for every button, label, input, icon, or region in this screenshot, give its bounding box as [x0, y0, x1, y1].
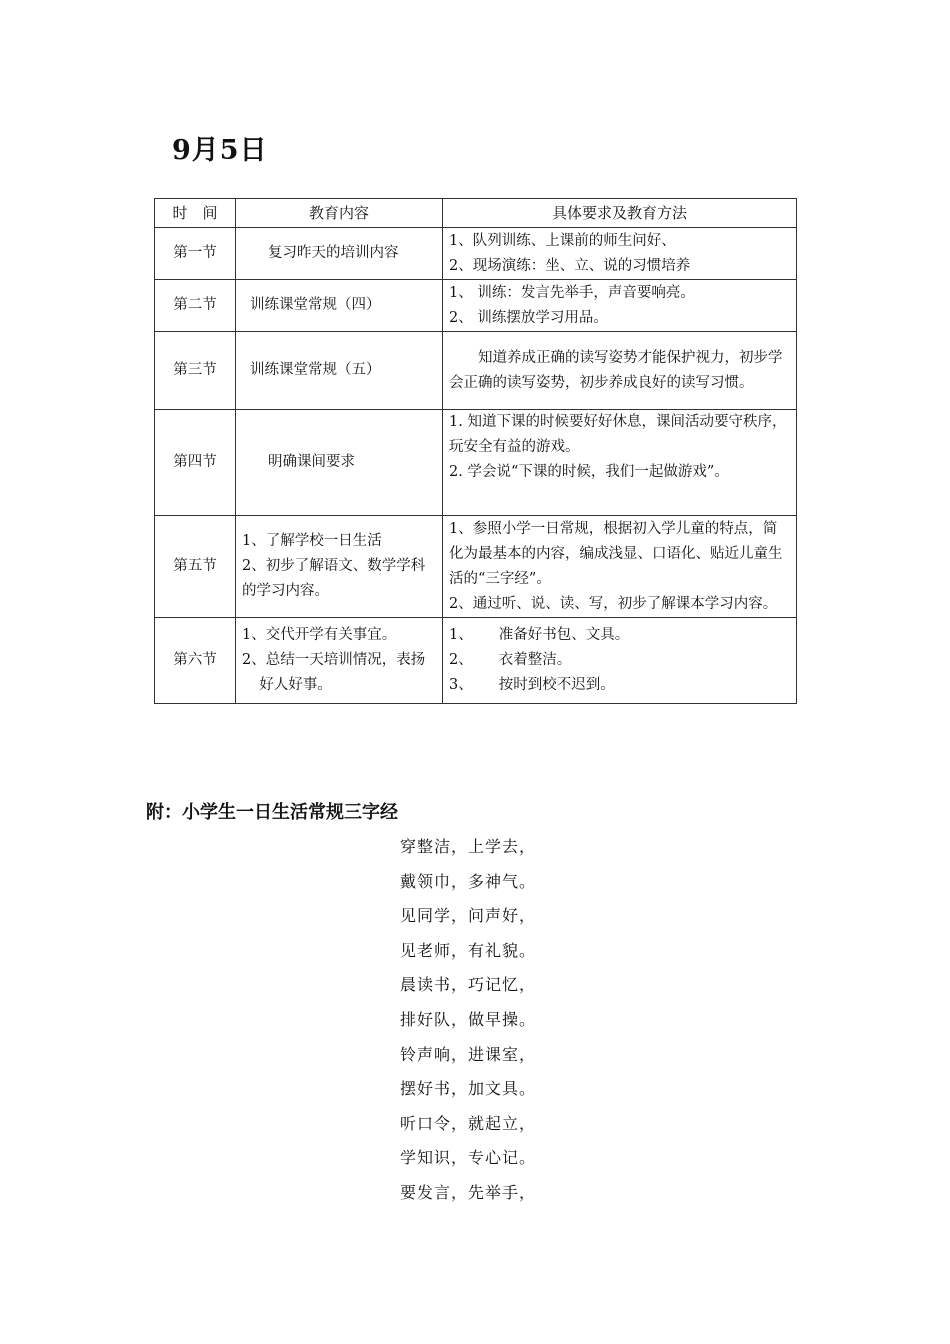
requirement-line [449, 623, 790, 648]
table-header-row [155, 199, 797, 228]
content-cell [236, 516, 443, 618]
content-cell: 训练课堂常规（四） [236, 280, 443, 332]
verse-line: 听口令，就起立， [400, 1113, 537, 1133]
section-label: 第五节 [155, 516, 236, 618]
requirement-text: 衣着整洁。 [498, 652, 572, 668]
verse-line: 铃声响，进课室， [400, 1044, 537, 1064]
verse-line: 排好队，做早操。 [400, 1009, 537, 1029]
table-row [155, 516, 797, 618]
table-row [155, 280, 797, 332]
requirement-line [449, 648, 790, 673]
content-line: 1、交代开学有关事宜。 [242, 627, 397, 643]
requirement-line: 1、队列训练、上课前的师生问好、 [449, 232, 676, 249]
requirement-line: 2、 训练摆放学习用品。 [449, 309, 608, 326]
requirement-number: 1、 [449, 627, 473, 643]
header-time: 时 间 [155, 199, 236, 228]
content-line: 2、初步了解语文、数学学科的学习内容。 [242, 558, 426, 599]
requirement-number: 3、 [449, 677, 473, 693]
verse-line: 要发言，先举手， [400, 1182, 537, 1202]
content-line: 2、总结一天培训情况，表扬好人好事。 [242, 652, 426, 693]
verse-line: 见同学，问声好， [400, 906, 537, 926]
requirements-cell [443, 410, 797, 516]
requirements-cell [443, 516, 797, 618]
header-requirements: 具体要求及教育方法 [443, 199, 797, 228]
requirement-line [449, 673, 790, 698]
requirement-line: 1. 知道下课的时候要好好休息，课间活动要守秩序，玩安全有益的游戏。 [449, 414, 787, 455]
requirement-text: 准备好书包、文具。 [498, 627, 630, 643]
table-row [155, 618, 797, 704]
content-cell: 训练课堂常规（五） [236, 332, 443, 410]
table-row [155, 410, 797, 516]
requirement-line: 2、现场演练：坐、立、说的习惯培养 [449, 257, 691, 274]
appendix-title: 附：小学生一日生活常规三字经 [146, 802, 398, 823]
table-row [155, 332, 797, 410]
section-label: 第三节 [155, 332, 236, 410]
requirement-line: 1、 训练：发言先举手，声音要响亮。 [449, 284, 695, 301]
content-cell: 明确课间要求 [236, 410, 443, 516]
requirements-cell [443, 280, 797, 332]
verse-list [400, 830, 536, 1211]
content-cell: 复习昨天的培训内容 [236, 228, 443, 280]
requirements-cell [443, 228, 797, 280]
verse-line: 穿整洁，上学去， [400, 837, 537, 856]
requirement-line: 知道养成正确的读写姿势才能保护视力，初步学会正确的读写姿势，初步养成良好的读写习惯。 [449, 349, 783, 391]
requirements-cell [443, 618, 797, 704]
requirement-text: 按时到校不迟到。 [498, 677, 615, 693]
verse-line: 摆好书，加文具。 [400, 1079, 537, 1099]
section-label: 第六节 [155, 618, 236, 704]
section-label: 第二节 [155, 280, 236, 332]
header-content: 教育内容 [236, 199, 443, 228]
verse-line: 晨读书，巧记忆， [400, 975, 537, 995]
verse-line: 见老师，有礼貌。 [400, 940, 537, 960]
page-title: 9月5日 [172, 135, 268, 166]
requirements-cell [443, 332, 797, 410]
content-line: 1、了解学校一日生活 [242, 533, 382, 549]
content-cell [236, 618, 443, 704]
section-label: 第四节 [155, 410, 236, 516]
section-label: 第一节 [155, 228, 236, 280]
requirement-number: 2、 [449, 652, 473, 668]
requirement-line: 1、参照小学一日常规，根据初入学儿童的特点，简化为最基本的内容，编成浅显、口语化、贴近儿童生活的“三字经”。 [449, 520, 783, 587]
verse-line: 戴领巾，多神气。 [400, 871, 537, 891]
table-row [155, 228, 797, 280]
schedule-table [154, 198, 797, 704]
requirement-line: 2. 学会说“下课的时候，我们一起做游戏”。 [449, 464, 729, 480]
requirement-line: 2、通过听、说、读、写，初步了解课本学习内容。 [449, 595, 778, 612]
verse-line: 学知识，专心记。 [400, 1148, 537, 1168]
